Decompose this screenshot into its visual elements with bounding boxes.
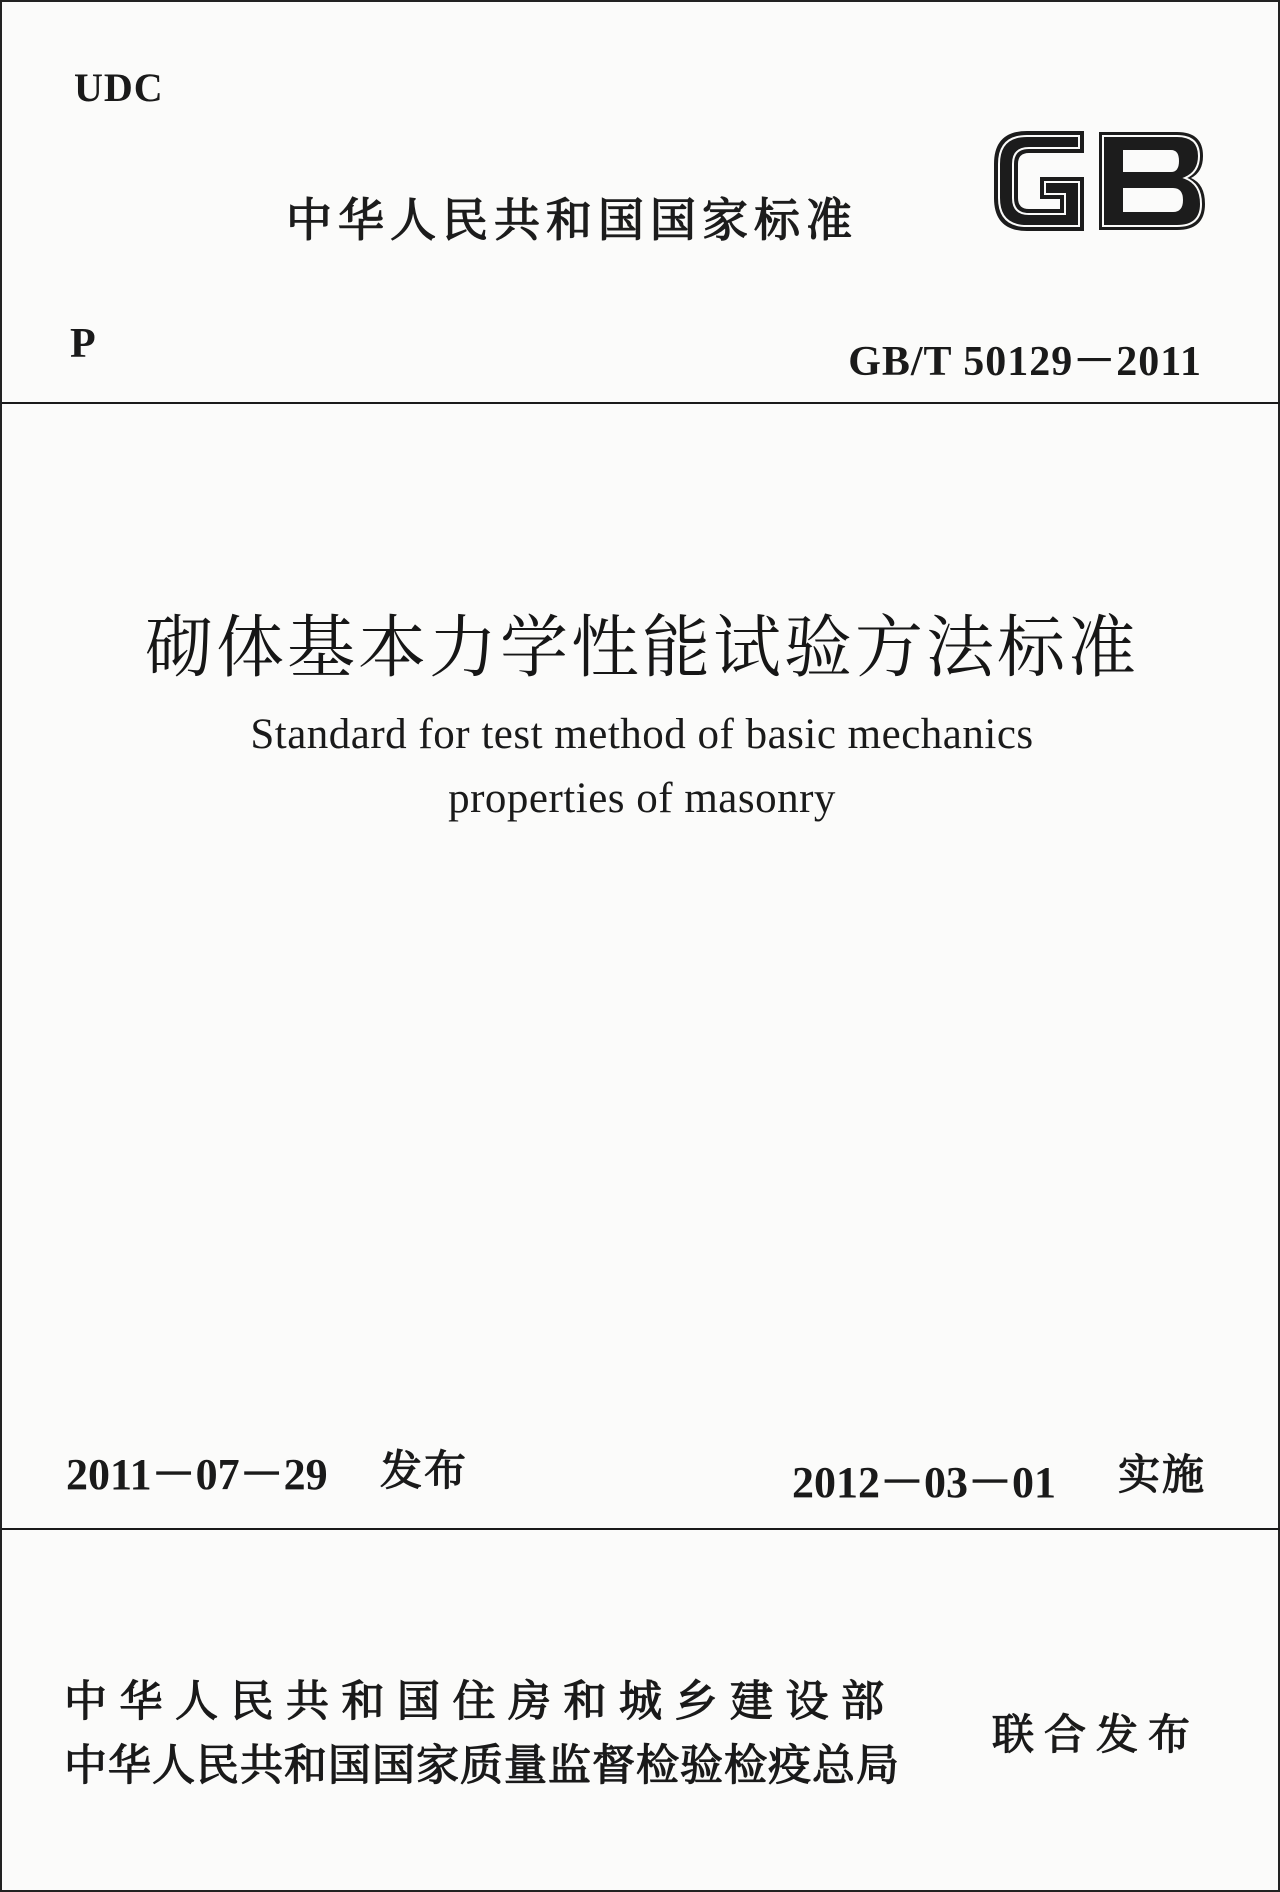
issuer-ministry: 中华人民共和国住房和城乡建设部 [64,1677,897,1727]
joint-issue-label: 联合发布 [992,1710,1201,1759]
bottom-divider [2,1528,1280,1530]
title-english-line1: Standard for test method of basic mechanics [250,711,1034,758]
national-standard-heading: 中华人民共和国国家标准 [286,193,858,247]
title-chinese: 砌体基本力学性能试验方法标准 [144,609,1139,688]
classification-code: P [70,321,96,367]
effective-date: 2012－03－01 [792,1458,1056,1507]
title-english-line2: properties of masonry [448,775,836,822]
issuer-aqsiq: 中华人民共和国国家质量监督检验检疫总局 [64,1741,900,1791]
issue-label: 发布 [380,1446,469,1495]
top-divider [2,402,1280,404]
udc-code: UDC [74,65,164,110]
issue-date: 2011－07－29 [66,1450,328,1499]
gb-logo [987,120,1212,240]
standard-number: GB/T 50129－2011 [848,339,1202,385]
effective-label: 实施 [1118,1450,1207,1499]
